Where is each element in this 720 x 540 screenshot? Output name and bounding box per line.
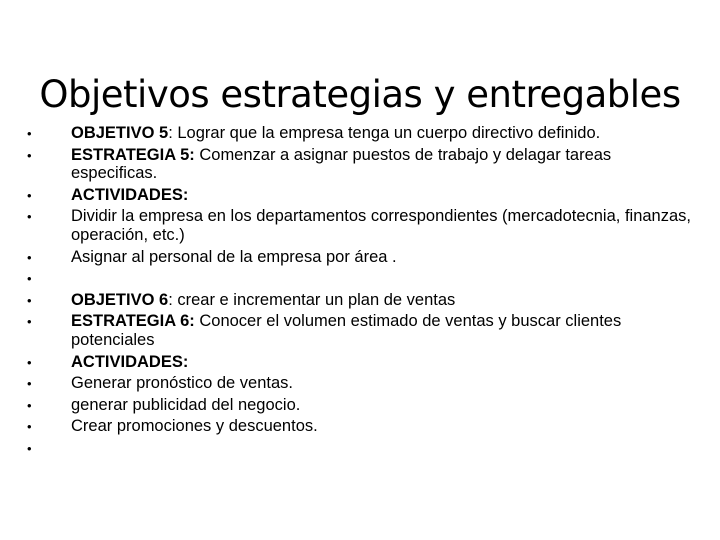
list-item — [27, 146, 697, 183]
bullet-body: Dividir la empresa en los departamentos correspondientes (mercadotecnia, finanzas, operación, etc.) — [71, 207, 691, 244]
bullet-text — [71, 186, 188, 204]
bullet-icon: • — [27, 419, 32, 435]
bullet-text — [71, 291, 455, 309]
bullet-text — [71, 396, 300, 414]
list-item — [27, 374, 697, 393]
bullet-body: Comenzar a asignar puestos de trabajo y delagar tareas especificas. — [71, 145, 612, 183]
list-item — [27, 291, 697, 310]
bullet-body: Asignar al personal de la empresa por área . — [71, 247, 397, 266]
bullet-icon: • — [27, 440, 32, 456]
bullet-bold-label: OBJETIVO 6 — [71, 290, 169, 309]
slide-title: Objetivos estrategias y entregables — [39, 72, 681, 116]
bullet-text — [71, 417, 318, 435]
bullet-body: Crear promociones y descuentos. — [71, 417, 318, 436]
bullet-text — [71, 146, 611, 183]
bullet-body: Conocer el volumen estimado de ventas y buscar clientes potenciales — [71, 312, 622, 349]
bullet-icon: • — [27, 249, 32, 265]
bullet-bold-label: ACTIVIDADES: — [71, 185, 189, 204]
bullet-list — [27, 124, 697, 461]
bullet-bold-label: OBJETIVO 5 — [71, 124, 169, 142]
list-item — [27, 269, 697, 288]
bullet-icon: • — [27, 376, 32, 392]
bullet-text — [71, 124, 600, 142]
bullet-icon: • — [27, 397, 32, 413]
bullet-body: generar publicidad del negocio. — [71, 395, 301, 414]
bullet-bold-label: ACTIVIDADES: — [71, 352, 189, 371]
bullet-icon: • — [27, 209, 32, 225]
list-item — [27, 312, 697, 349]
bullet-body: : Lograr que la empresa tenga un cuerpo directivo definido. — [168, 124, 601, 142]
list-item — [27, 207, 697, 244]
bullet-text — [71, 312, 621, 349]
bullet-icon: • — [27, 354, 32, 370]
list-item — [27, 124, 697, 143]
bullet-icon: • — [27, 314, 32, 330]
bullet-body: Generar pronóstico de ventas. — [71, 374, 293, 393]
list-item — [27, 396, 697, 415]
bullet-bold-label: ESTRATEGIA 6: — [71, 312, 195, 331]
bullet-icon: • — [27, 126, 32, 141]
bullet-icon: • — [27, 292, 32, 308]
bullet-icon: • — [27, 187, 32, 203]
list-item — [27, 439, 697, 458]
bullet-icon: • — [27, 147, 32, 163]
bullet-text — [71, 248, 397, 266]
list-item — [27, 248, 697, 267]
bullet-text — [71, 374, 293, 392]
list-item — [27, 186, 697, 205]
bullet-bold-label: ESTRATEGIA 5: — [71, 145, 195, 164]
bullet-body: : crear e incrementar un plan de ventas — [168, 290, 456, 309]
bullet-text — [71, 207, 691, 244]
bullet-text — [71, 353, 188, 371]
bullet-icon: • — [27, 271, 32, 287]
list-item — [27, 353, 697, 372]
list-item — [27, 417, 697, 436]
